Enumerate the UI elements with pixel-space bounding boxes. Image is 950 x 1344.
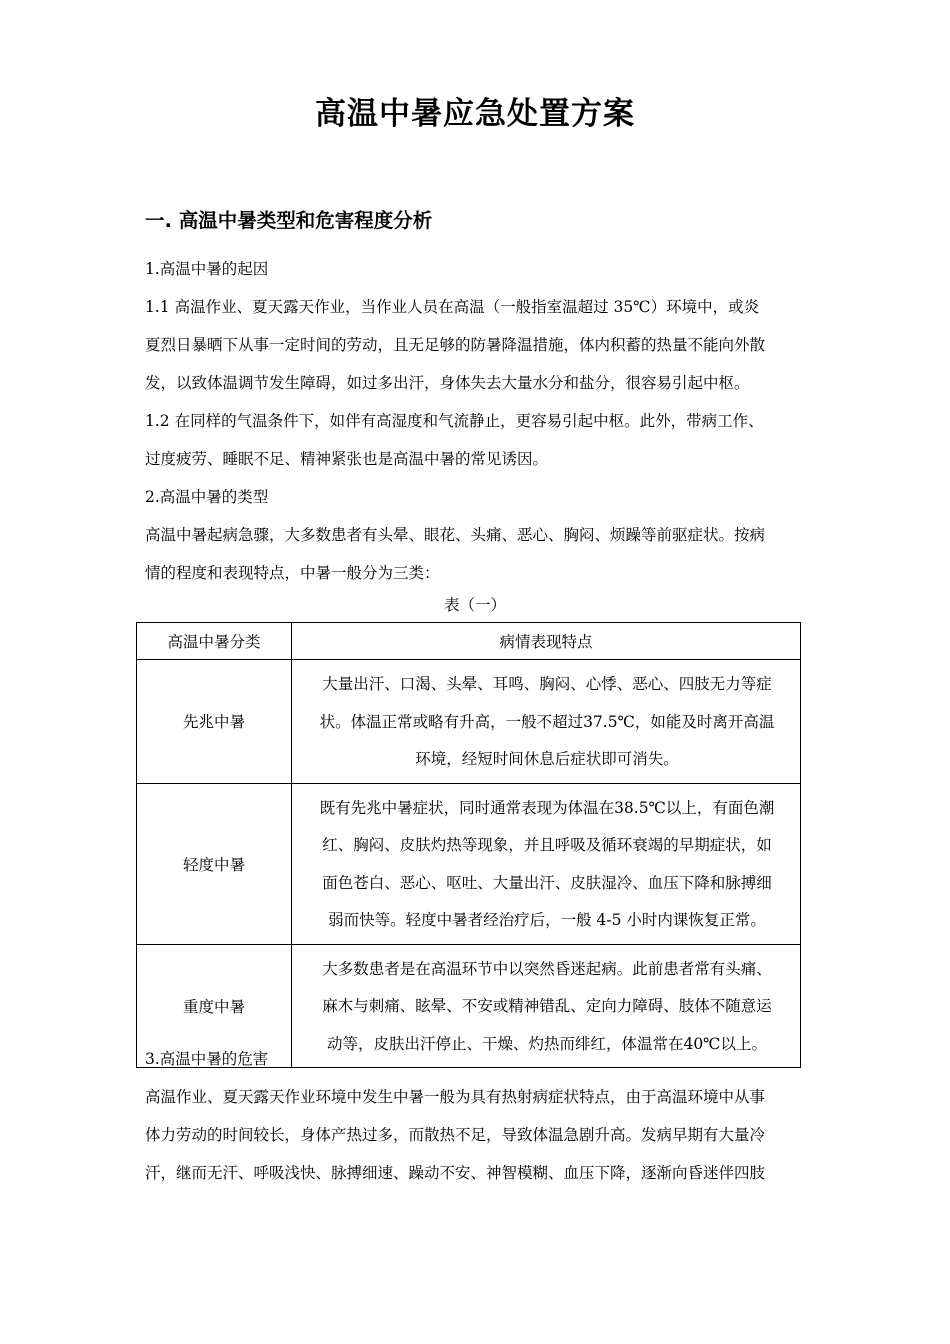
table-header-row [137,623,801,660]
subsection-title-types: 2.高温中暑的类型 [145,488,269,506]
cell-line: 状。体温正常或略有升高，一般不超过37.5℃，如能及时离开高温 [319,712,775,731]
cell-line: 面色苍白、恶心、呕吐、大量出汗、皮肤湿冷、血压下降和脉搏细 [322,873,772,892]
document-title: 高温中暑应急处置方案 [315,96,635,132]
cell-line: 既有先兆中暑症状，同时通常表现为体温在38.5℃以上，有面色潮 [319,798,775,817]
table-cell-desc [292,660,801,784]
cell-line: 大量出汗、口渴、头晕、耳鸣、胸闷、心悸、恶心、四肢无力等症 [322,675,772,693]
subsection-title-causes: 1.高温中暑的起因 [145,260,269,278]
cell-line: 动等，皮肤出汗停止、干燥、灼热而绯红，体温常在40℃以上。 [326,1034,768,1053]
table-cell-desc [292,783,801,944]
subsection-title-hazards: 3.高温中暑的危害 [145,1050,269,1068]
table-header-type: 高温中暑分类 [137,623,292,660]
table-cell-type: 轻度中暑 [137,783,292,944]
table-cell-type: 先兆中暑 [137,660,292,784]
cell-line: 环境，经短时间休息后症状即可消失。 [415,750,679,768]
table-caption: 表（一） [443,596,506,614]
paragraph-line: 高温中暑起病急骤，大多数患者有头晕、眼花、头痛、恶心、胸闷、烦躁等前驱症状。按病 [145,526,766,544]
paragraph-line: 发，以致体温调节发生障碍，如过多出汗，身体失去大量水分和盐分，很容易引起中枢。 [145,374,750,392]
cell-line: 麻木与刺痛、眩晕、不安或精神错乱、定向力障碍、肢体不随意运 [322,997,772,1015]
table-header-symptoms: 病情表现特点 [292,623,801,660]
heatstroke-type-table [136,622,801,1068]
paragraph-line: 夏烈日暴晒下从事一定时间的劳动，且无足够的防暑降温措施，体内积蓄的热量不能向外散 [145,336,766,354]
table-cell-type: 重度中暑 [137,944,292,1068]
paragraph-line: 过度疲劳、睡眠不足、精神紧张也是高温中暑的常见诱因。 [145,450,549,468]
cell-line: 弱而快等。轻度中暑者经治疗后，一般 4-5 小时内课恢复正常。 [328,911,766,929]
table-row [137,660,801,784]
paragraph-line: 1.1 高温作业、夏天露天作业，当作业人员在高温（一般指室温超过 35℃）环境中，或炎 [145,298,760,316]
paragraph-line: 情的程度和表现特点，中暑一般分为三类： [145,564,440,582]
paragraph-line: 体力劳动的时间较长，身体产热过多，而散热不足，导致体温急剧升高。发病早期有大量冷 [145,1126,766,1144]
paragraph-line: 高温作业、夏天露天作业环境中发生中暑一般为具有热射病症状特点，由于高温环境中从事 [145,1088,766,1106]
cell-line: 红、胸闷、皮肤灼热等现象，并且呼吸及循环衰竭的早期症状，如 [322,836,772,854]
section-heading: 一. 高温中暑类型和危害程度分析 [145,209,433,232]
paragraph-line: 1.2 在同样的气温条件下，如伴有高湿度和气流静止，更容易引起中枢。此外，带病工作、 [145,412,764,430]
paragraph-line: 汗，继而无汗、呼吸浅快、脉搏细速、躁动不安、神智模糊、血压下降，逐渐向昏迷伴四肢 [145,1164,766,1182]
cell-line: 大多数患者是在高温环节中以突然昏迷起病。此前患者常有头痛、 [322,959,772,978]
table-row [137,783,801,944]
